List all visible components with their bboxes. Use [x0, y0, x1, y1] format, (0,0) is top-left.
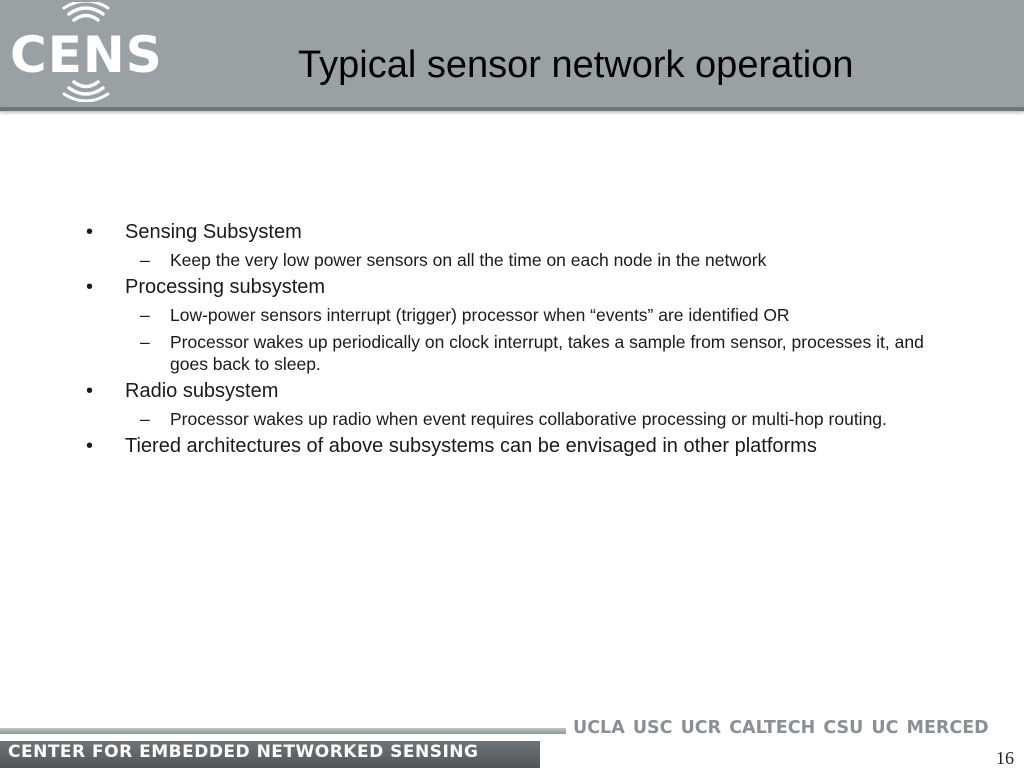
dash-marker: –: [140, 409, 150, 429]
slide-number: 16: [996, 748, 1014, 768]
bullet-marker: •: [86, 435, 94, 457]
sub-list-item: [86, 304, 930, 326]
bullet-text: Processing subsystem: [125, 276, 326, 298]
footer-center-name: CENTER FOR EMBEDDED NETWORKED SENSING: [8, 742, 479, 762]
bullet-text: Tiered architectures of above subsystems can be envisaged in other platforms: [125, 435, 817, 457]
sub-bullet-text: Low-power sensors interrupt (trigger) processor when “events” are identified OR: [170, 305, 790, 325]
footer-divider: [0, 728, 566, 734]
sub-bullet-text: Processor wakes up periodically on clock interrupt, takes a sample from sensor, processes it, and goes back to sleep.: [170, 332, 924, 374]
sub-list-item: [86, 408, 930, 430]
list-item: [86, 275, 946, 299]
sub-list-item: [86, 331, 930, 375]
dash-marker: –: [140, 305, 150, 325]
list-item: [86, 220, 946, 244]
bullet-marker: •: [86, 221, 94, 243]
dash-marker: –: [140, 250, 150, 270]
bullet-marker: •: [86, 276, 94, 298]
sub-list-item: [86, 249, 930, 271]
footer-campuses: UCLA USC UCR CALTECH CSU UC MERCED: [573, 718, 989, 738]
dash-marker: –: [140, 332, 150, 352]
bullet-list: [86, 216, 946, 458]
sub-bullet-text: Keep the very low power sensors on all the time on each node in the network: [170, 250, 767, 270]
header-band: [0, 0, 1024, 111]
logo-text: CENS: [10, 26, 163, 84]
list-item: [86, 379, 946, 403]
page-title: Typical sensor network operation: [298, 44, 854, 86]
bullet-marker: •: [86, 380, 94, 402]
cens-logo: [8, 2, 168, 102]
list-item: [86, 434, 946, 458]
bullet-text: Radio subsystem: [125, 380, 279, 402]
sub-bullet-text: Processor wakes up radio when event requires collaborative processing or multi-hop routing.: [170, 409, 887, 429]
bullet-text: Sensing Subsystem: [125, 221, 302, 243]
